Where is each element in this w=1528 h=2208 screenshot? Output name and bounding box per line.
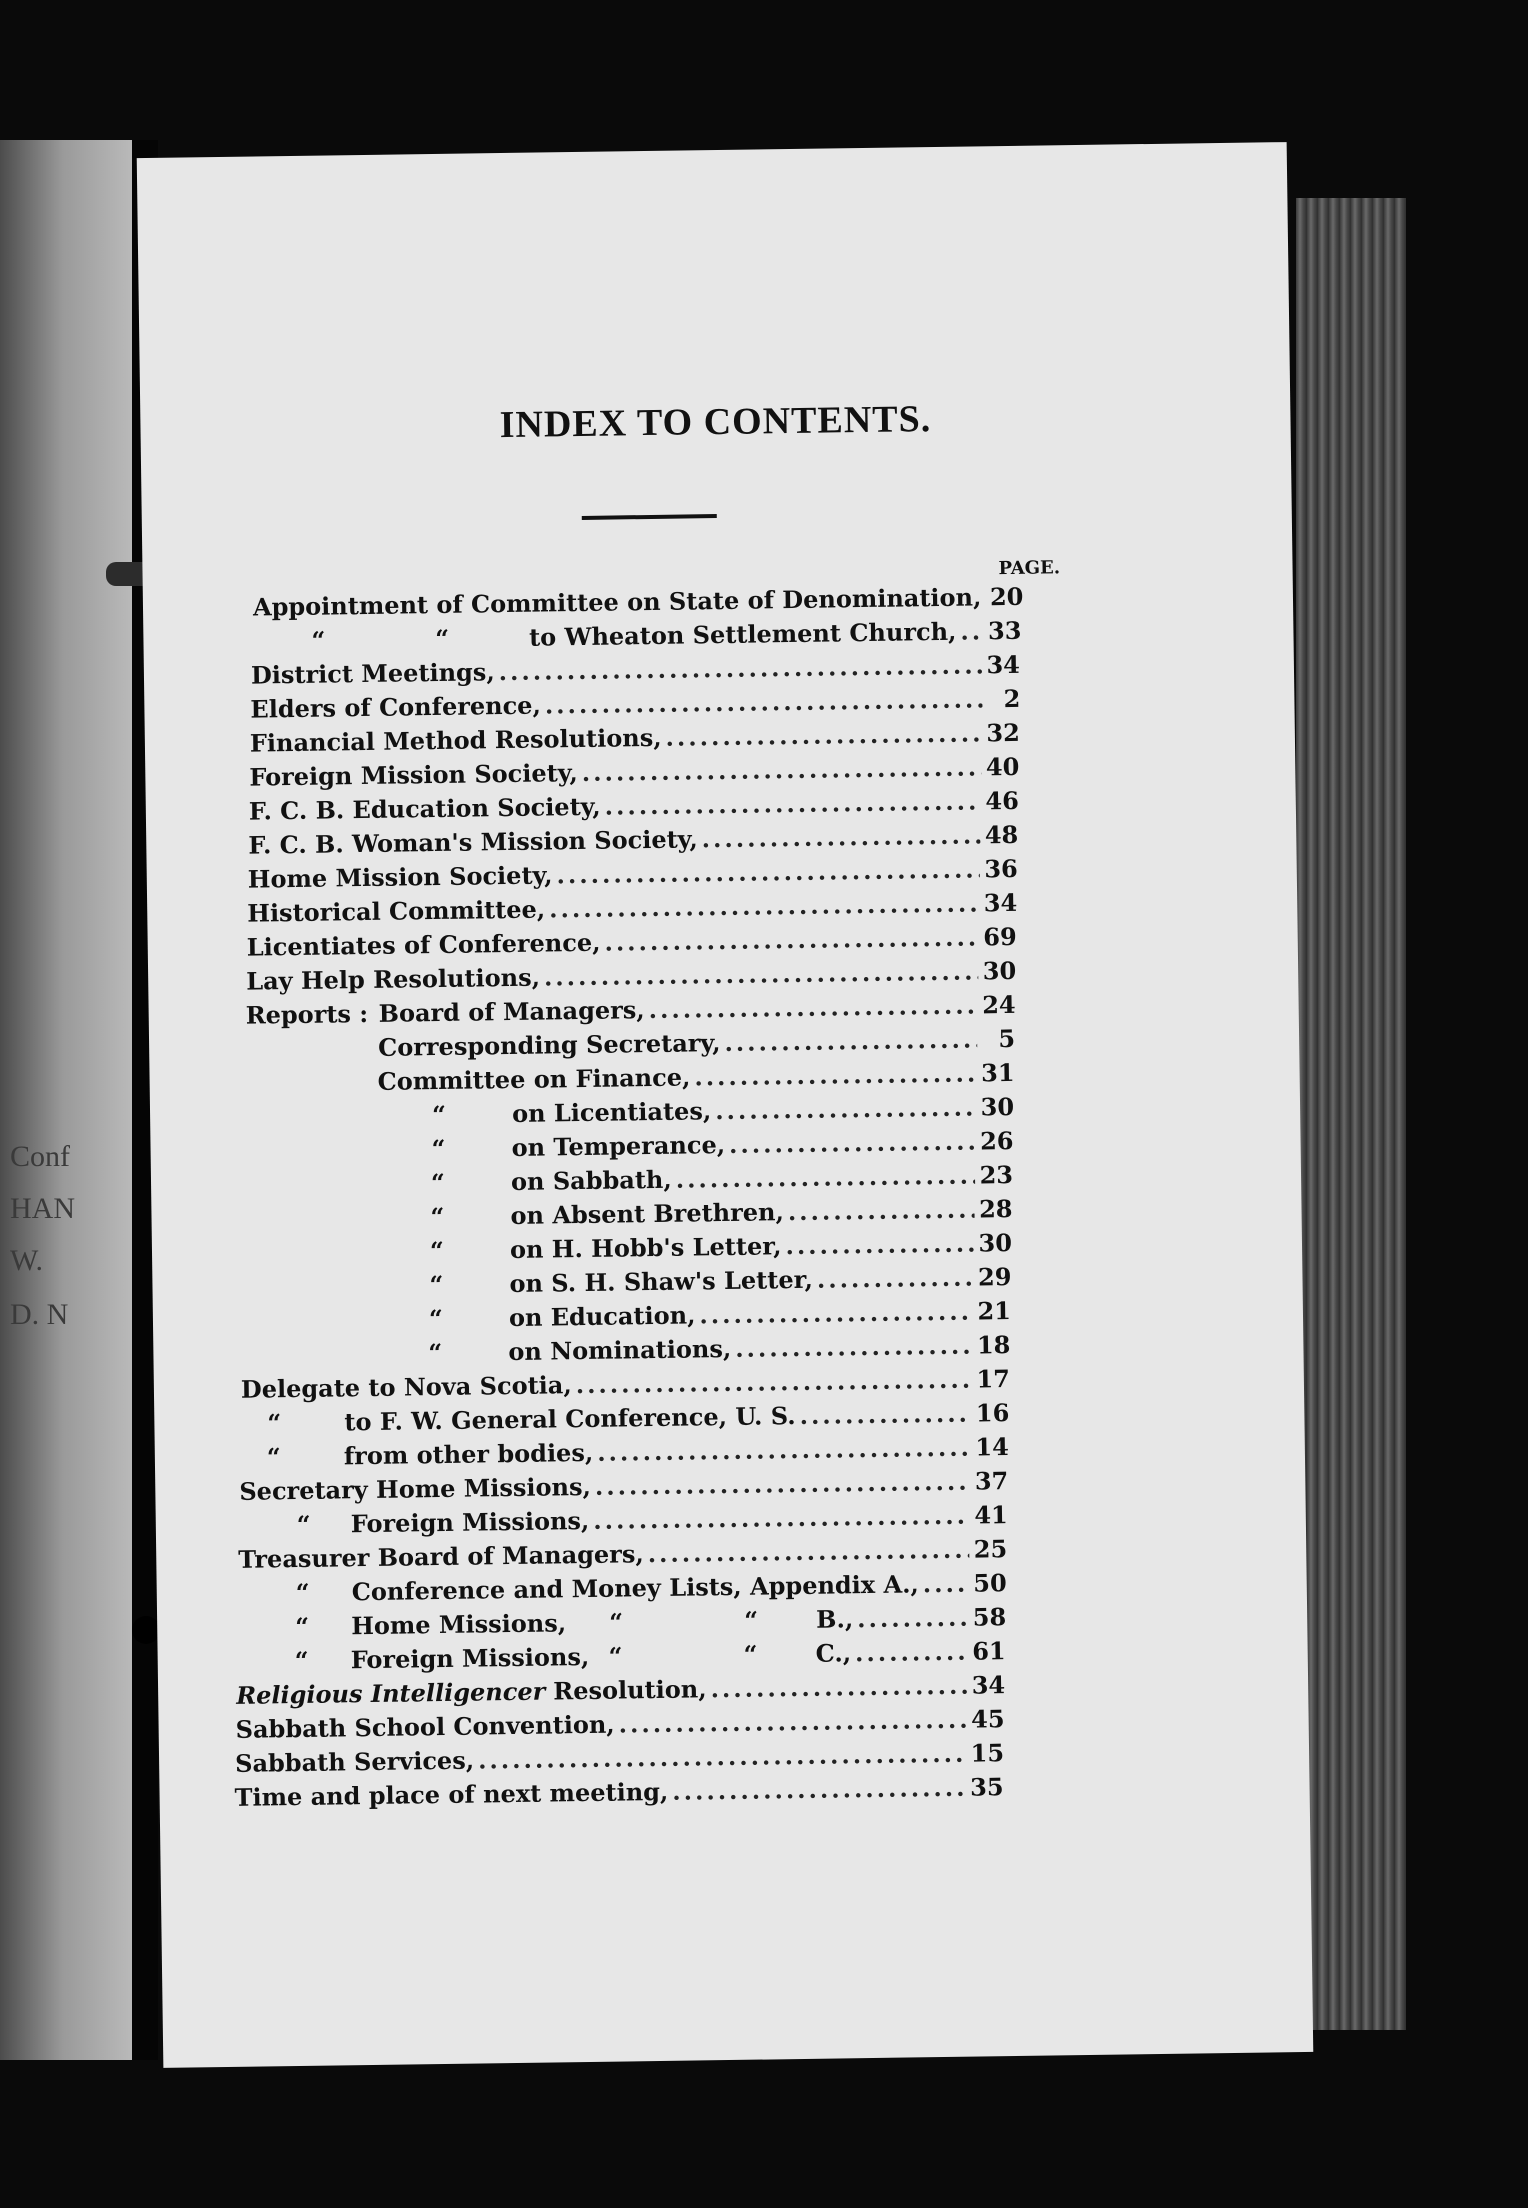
dot-leader bbox=[729, 1127, 976, 1159]
entry-label: to Wheaton Settlement Church, bbox=[528, 616, 957, 652]
entry-page: 34 bbox=[971, 1670, 1006, 1700]
entry-label: Home Mission Society, bbox=[247, 860, 553, 894]
entry-page: 15 bbox=[970, 1738, 1005, 1768]
entry-page: 30 bbox=[980, 1091, 1015, 1122]
ditto-mark: “ bbox=[608, 1641, 623, 1671]
entry-page: 35 bbox=[969, 1772, 1004, 1802]
entry-page: 16 bbox=[975, 1398, 1010, 1428]
entry-page: 69 bbox=[983, 921, 1017, 952]
dot-leader bbox=[817, 1263, 974, 1294]
dot-leader bbox=[857, 1603, 968, 1634]
entry-page: 28 bbox=[978, 1193, 1013, 1224]
dot-leader bbox=[576, 1365, 973, 1400]
entry-label: on Sabbath, bbox=[510, 1164, 672, 1196]
entry-label: Financial Method Resolutions, bbox=[249, 722, 662, 758]
entry-label: Appointment of Committee on State of Denomination, bbox=[252, 582, 982, 622]
dot-leader bbox=[923, 1569, 969, 1599]
dot-leader bbox=[694, 1058, 977, 1091]
entry-label: Foreign Mission Society, bbox=[249, 758, 578, 792]
dot-leader bbox=[498, 650, 982, 686]
entry-label-italic: Religious Intelligencer bbox=[235, 1676, 546, 1710]
reports-prefix: Reports : bbox=[245, 998, 369, 1030]
entry-label: Corresponding Secretary, bbox=[377, 1028, 721, 1062]
entry-page: 24 bbox=[982, 989, 1016, 1020]
dot-leader bbox=[648, 1535, 970, 1568]
dot-leader bbox=[582, 752, 982, 787]
dot-leader bbox=[701, 820, 980, 853]
entry-label: Foreign Missions, bbox=[350, 1641, 590, 1675]
dot-leader bbox=[710, 1671, 967, 1704]
dot-leader bbox=[556, 854, 980, 889]
dot-leader bbox=[788, 1195, 975, 1227]
entry-label: Sabbath Services, bbox=[234, 1745, 475, 1778]
entry-label: on Nominations, bbox=[508, 1333, 732, 1367]
ditto-mark: “ bbox=[311, 625, 326, 655]
dot-leader bbox=[604, 922, 979, 956]
entry-page: 20 bbox=[989, 581, 1024, 612]
dot-leader bbox=[549, 888, 979, 923]
entry-page: 40 bbox=[985, 751, 1020, 782]
entry-page: 41 bbox=[974, 1500, 1008, 1530]
entry-page: 37 bbox=[974, 1466, 1009, 1496]
entry-page: 61 bbox=[972, 1636, 1006, 1666]
entry-label: Licentiates of Conference, bbox=[246, 927, 601, 962]
entry-page: 46 bbox=[985, 785, 1019, 816]
entry-label: Foreign Missions, bbox=[350, 1505, 590, 1539]
entry-page: 33 bbox=[987, 615, 1022, 646]
page-column-label: PAGE. bbox=[998, 557, 1061, 580]
dot-leader bbox=[593, 1501, 970, 1535]
dot-leader bbox=[618, 1705, 966, 1739]
entry-page: 30 bbox=[978, 1228, 1013, 1258]
left-page-fragment: D. N bbox=[10, 1298, 69, 1331]
ditto-mark: “ bbox=[609, 1607, 624, 1637]
ditto-mark: “ bbox=[431, 1099, 447, 1130]
entry-page: 30 bbox=[982, 955, 1017, 986]
entry-label: Elders of Conference, bbox=[250, 690, 542, 724]
dot-leader bbox=[544, 956, 979, 991]
entry-page: 18 bbox=[976, 1330, 1011, 1360]
entry-page: 48 bbox=[984, 819, 1019, 850]
appendix-letter: C., bbox=[815, 1638, 852, 1668]
ditto-mark: “ bbox=[296, 1509, 311, 1540]
dot-leader bbox=[785, 1229, 974, 1261]
page-edges bbox=[1296, 198, 1406, 2030]
entry-page: 2 bbox=[1003, 683, 1021, 714]
left-page-fragment: Conf bbox=[10, 1140, 70, 1173]
ditto-mark: “ bbox=[295, 1611, 310, 1642]
dot-leader bbox=[799, 1399, 971, 1430]
dot-leader bbox=[665, 718, 982, 751]
entry-label: on Licentiates, bbox=[511, 1096, 712, 1128]
dot-leader bbox=[597, 1433, 971, 1467]
entry-label: Sabbath School Convention, bbox=[235, 1709, 615, 1744]
left-page-fragment: HAN bbox=[10, 1192, 75, 1225]
entry-page: 31 bbox=[980, 1057, 1015, 1088]
entry-label: Historical Committee, bbox=[247, 894, 546, 928]
dot-leader bbox=[676, 1161, 976, 1194]
entry-page: 58 bbox=[972, 1602, 1007, 1632]
entry-label: from other bodies, bbox=[343, 1437, 594, 1471]
page-title: INDEX TO CONTENTS. bbox=[499, 398, 932, 447]
entry-page: 26 bbox=[979, 1125, 1014, 1156]
ditto-mark: “ bbox=[429, 1235, 445, 1266]
entry-page: 36 bbox=[984, 853, 1018, 884]
index-list bbox=[143, 578, 1293, 1812]
title-rule bbox=[582, 514, 717, 520]
dot-leader bbox=[960, 616, 983, 645]
dot-leader bbox=[478, 1739, 966, 1775]
entry-label: on H. Hobb's Letter, bbox=[509, 1231, 782, 1265]
dot-leader bbox=[724, 1024, 977, 1057]
entry-label: Delegate to Nova Scotia, bbox=[240, 1370, 572, 1404]
dot-leader bbox=[715, 1092, 976, 1125]
ditto-mark: “ bbox=[428, 1303, 443, 1334]
ditto-mark: “ bbox=[743, 1639, 758, 1669]
entry-page: 17 bbox=[976, 1364, 1011, 1394]
dot-leader bbox=[648, 990, 977, 1024]
entry-label: Time and place of next meeting, bbox=[234, 1776, 669, 1812]
ditto-mark: “ bbox=[429, 1269, 444, 1300]
index-page bbox=[137, 142, 1314, 2068]
binding-knot bbox=[132, 1616, 160, 1644]
appendix-letter: B., bbox=[815, 1604, 854, 1634]
entry-page: 34 bbox=[983, 887, 1018, 918]
dot-leader bbox=[545, 684, 983, 719]
ditto-mark: “ bbox=[430, 1201, 445, 1232]
entry-page: 45 bbox=[970, 1704, 1005, 1734]
entry-page: 25 bbox=[973, 1534, 1008, 1564]
ditto-mark: “ bbox=[267, 1408, 282, 1438]
ditto-mark: “ bbox=[430, 1167, 446, 1198]
entry-label: on S. H. Shaw's Letter, bbox=[509, 1264, 814, 1299]
entry-label: on Temperance, bbox=[511, 1130, 726, 1162]
entry-label: to F. W. General Conference, U. S. bbox=[344, 1401, 796, 1437]
entry-label: on Absent Brethren, bbox=[510, 1197, 785, 1231]
entry-label: Conference and Money Lists, Appendix A., bbox=[351, 1569, 920, 1607]
ditto-mark: “ bbox=[428, 1337, 443, 1368]
entry-label: F. C. B. Education Society, bbox=[248, 791, 601, 826]
ditto-mark: “ bbox=[266, 1442, 281, 1472]
entry-label: on Education, bbox=[508, 1300, 696, 1333]
left-page-fragment: W. bbox=[10, 1244, 44, 1277]
entry-label: Committee on Finance, bbox=[377, 1062, 691, 1096]
entry-label: Treasurer Board of Managers, bbox=[238, 1539, 644, 1574]
dot-leader bbox=[672, 1773, 966, 1806]
dot-leader bbox=[699, 1297, 973, 1330]
entry-page: 29 bbox=[977, 1262, 1012, 1292]
ditto-mark: “ bbox=[294, 1645, 309, 1676]
entry-label: Board of Managers, bbox=[378, 995, 645, 1028]
entry-page: 50 bbox=[973, 1568, 1007, 1598]
dot-leader bbox=[735, 1331, 973, 1363]
left-page bbox=[0, 140, 140, 2060]
entry-label: F. C. B. Woman's Mission Society, bbox=[248, 824, 698, 860]
ditto-mark: “ bbox=[431, 1133, 446, 1164]
ditto-mark: “ bbox=[295, 1577, 310, 1608]
entry-label: Home Missions, bbox=[351, 1608, 567, 1641]
entry-label: Secretary Home Missions, bbox=[239, 1471, 592, 1506]
entry-page: 21 bbox=[977, 1296, 1012, 1326]
dot-leader bbox=[604, 786, 981, 820]
entry-page: 14 bbox=[975, 1432, 1009, 1462]
ditto-mark: “ bbox=[435, 623, 450, 653]
entry-page: 5 bbox=[998, 1023, 1016, 1054]
dot-leader bbox=[595, 1467, 971, 1501]
entry-label: Resolution, bbox=[553, 1674, 707, 1706]
entry-page: 34 bbox=[986, 649, 1021, 680]
ditto-mark: “ bbox=[743, 1605, 759, 1635]
entry-label: Lay Help Resolutions, bbox=[246, 962, 541, 996]
dot-leader bbox=[855, 1637, 968, 1668]
entry-page: 32 bbox=[986, 717, 1021, 748]
entry-page: 23 bbox=[979, 1159, 1014, 1190]
entry-label: District Meetings, bbox=[250, 657, 495, 690]
